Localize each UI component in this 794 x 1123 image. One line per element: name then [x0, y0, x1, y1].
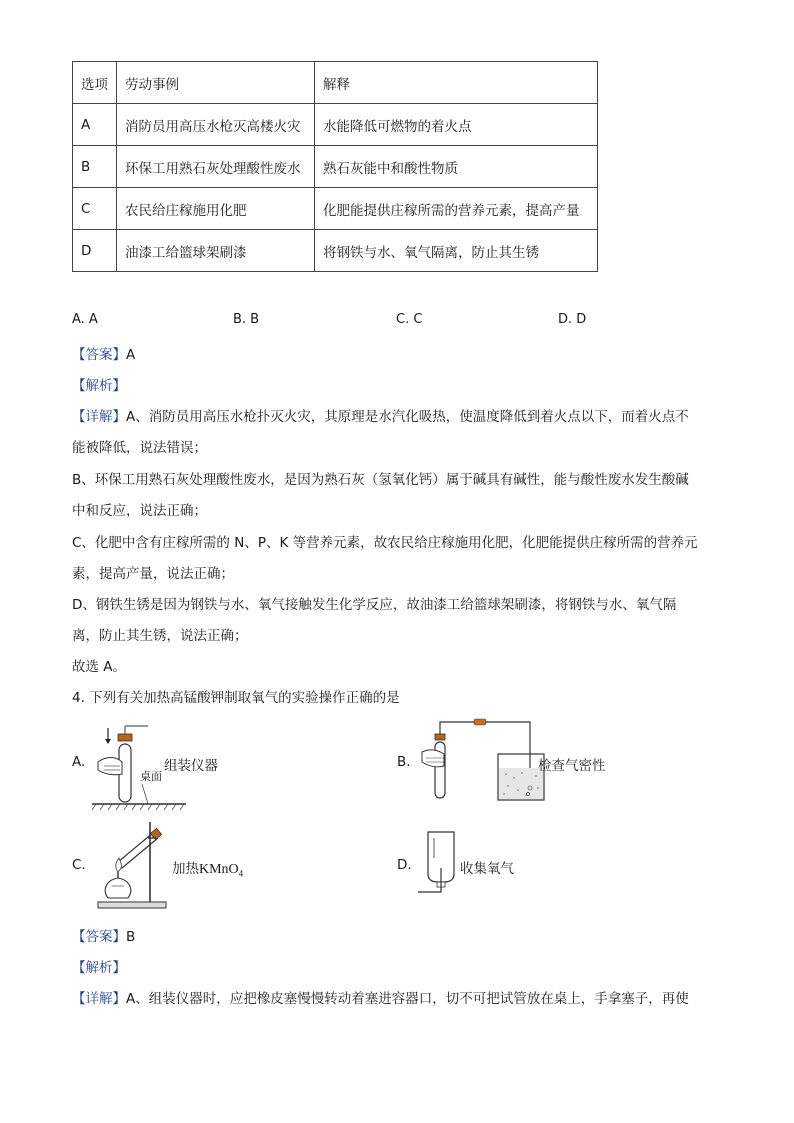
- q4-answer: [72, 925, 135, 945]
- q3-detail-line: 中和反应，说法正确；: [72, 503, 207, 519]
- kmno4-formula: KMnO: [199, 862, 239, 877]
- q3-detail-line: 离，防止其生锈，说法正确；: [72, 628, 248, 644]
- table-header-cell: 选项: [73, 62, 117, 104]
- table-cell: 消防员用高压水枪灭高楼火灾: [117, 104, 315, 146]
- answer-value: A: [126, 347, 136, 363]
- table-cell: 将钢铁与水、氧气隔离，防止其生锈: [315, 230, 598, 272]
- table-row: [73, 104, 598, 146]
- table-cell: 化肥能提供庄稼所需的营养元素，提高产量: [315, 188, 598, 230]
- q3-analysis-heading: [72, 374, 126, 394]
- table-cell: C: [73, 188, 117, 230]
- table-cell: 环保工用熟石灰处理酸性废水: [117, 146, 315, 188]
- q4-stem: 4. 下列有关加热高锰酸钾制取氧气的实验操作正确的是: [72, 690, 400, 706]
- kmno4-subscript: 4: [238, 868, 244, 879]
- answer-value: B: [126, 929, 136, 945]
- q3-detail-line: C、化肥中含有庄稼所需的 N、P、K 等营养元素，故农民给庄稼施用化肥，化肥能提供庄稼所需的营养元: [72, 535, 698, 551]
- table-cell: D: [73, 230, 117, 272]
- option-b-letter: B.: [397, 754, 411, 770]
- option-c-letter: C.: [72, 857, 86, 873]
- q3-detail-line: [72, 405, 689, 425]
- airtightness-check-figure: [418, 718, 548, 804]
- detail-text: A、组装仪器时，应把橡皮塞慢慢转动着塞进容器口，切不可把试管放在桌上，手拿塞子，再使: [126, 991, 689, 1007]
- answer-tag: 【答案】: [72, 929, 126, 945]
- analysis-tag: 【解析】: [72, 960, 126, 976]
- option-c-caption-prefix: 加热: [172, 861, 199, 877]
- option-c-caption: [172, 857, 243, 879]
- q3-detail-line: 能被降低，说法错误；: [72, 440, 207, 456]
- table-cell: 农民给庄稼施用化肥: [117, 188, 315, 230]
- option-b: B. B: [233, 312, 260, 327]
- table-header-cell: 解释: [315, 62, 598, 104]
- table-cell: B: [73, 146, 117, 188]
- table-row: [73, 188, 598, 230]
- option-d-letter: D.: [397, 857, 412, 873]
- analysis-tag: 【解析】: [72, 378, 126, 394]
- detail-tag: 【详解】: [72, 991, 126, 1007]
- option-a: A. A: [72, 312, 98, 327]
- option-a-caption: 组装仪器: [164, 758, 218, 774]
- table-row: [73, 230, 598, 272]
- table-cell: A: [73, 104, 117, 146]
- detail-tag: 【详解】: [72, 409, 126, 425]
- q3-answer: [72, 343, 135, 363]
- table-header-cell: 劳动事例: [117, 62, 315, 104]
- question-table: [72, 61, 598, 272]
- desk-label: 桌面: [140, 770, 162, 783]
- q3-detail-line: B、环保工用熟石灰处理酸性废水，是因为熟石灰（氢氧化钙）属于碱具有碱性，能与酸性废水发生酸碱: [72, 472, 689, 488]
- table-cell: 油漆工给篮球架刷漆: [117, 230, 315, 272]
- q4-detail-line: [72, 987, 689, 1007]
- table-cell: 水能降低可燃物的着火点: [315, 104, 598, 146]
- table-header-row: [73, 62, 598, 104]
- q3-detail-line: D、钢铁生锈是因为钢铁与水、氧气接触发生化学反应，故油漆工给篮球架刷漆，将钢铁与水、氧气隔: [72, 597, 677, 613]
- q4-analysis-heading: [72, 956, 126, 976]
- q3-conclusion: 故选 A。: [72, 659, 127, 675]
- detail-text: A、消防员用高压水枪扑灭火灾，其原理是水汽化吸热，使温度降低到着火点以下，而着火点不: [126, 409, 689, 425]
- option-a-letter: A.: [72, 754, 86, 770]
- heating-setup-figure: [94, 818, 170, 910]
- table-cell: 熟石灰能中和酸性物质: [315, 146, 598, 188]
- option-d-caption: 收集氧气: [460, 861, 514, 877]
- gas-collection-figure: [414, 828, 464, 900]
- table-row: [73, 146, 598, 188]
- q3-options: [72, 312, 672, 330]
- option-b-caption: 检查气密性: [538, 758, 606, 774]
- answer-tag: 【答案】: [72, 347, 126, 363]
- q3-detail-line: 素，提高产量，说法正确；: [72, 566, 234, 582]
- option-c: C. C: [396, 312, 423, 327]
- option-d: D. D: [558, 312, 587, 327]
